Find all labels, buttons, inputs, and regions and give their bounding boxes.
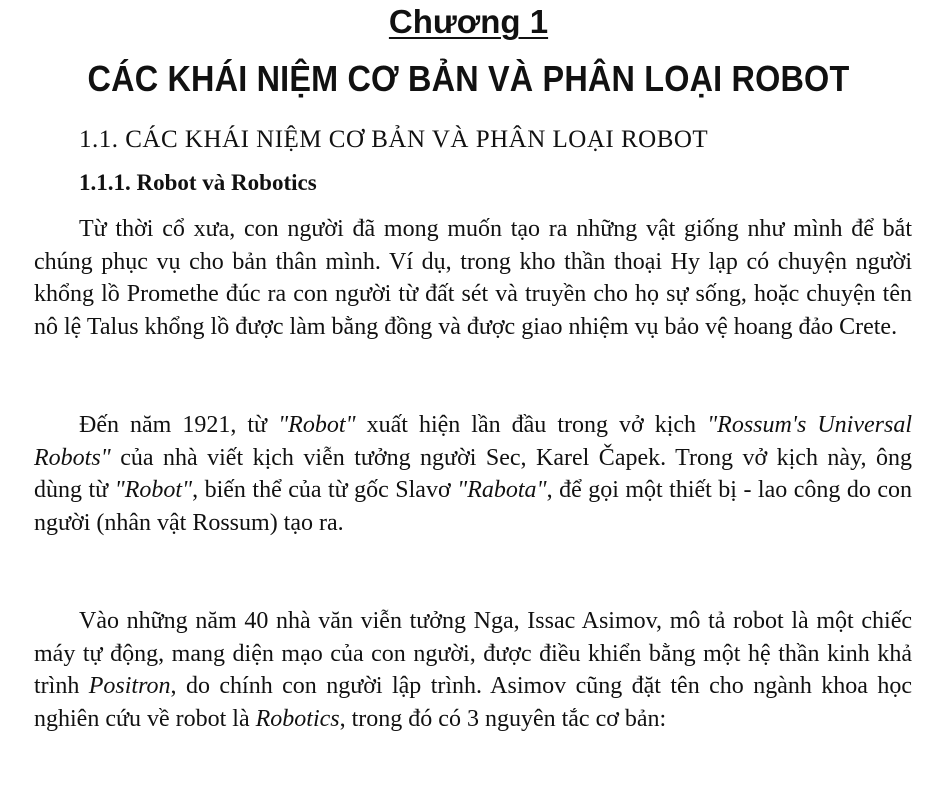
- section-heading: 1.1. CÁC KHÁI NIỆM CƠ BẢN VÀ PHÂN LOẠI ROBOT: [79, 126, 709, 153]
- paragraph-2-text: xuất hiện lần đầu trong vở kịch: [355, 412, 708, 438]
- term-rabota: "Rabota": [457, 477, 547, 503]
- chapter-label: Chương 1: [388, 3, 549, 40]
- paragraph-2-text: , để gọi một thiết bị - lao công do con người (nhân vật Rossum) tạo ra.: [34, 477, 912, 536]
- play-title: "Rossum's Universal Robots": [34, 412, 912, 471]
- paragraph-3-text: , trong đó có 3 nguyên tắc cơ bản:: [339, 705, 667, 732]
- term-robotics: Robotics: [255, 705, 340, 732]
- paragraph-3: [34, 605, 912, 735]
- paragraph-3-text: Vào những năm 40 nhà văn viễn tưởng Nga, Issac Asimov, mô tả robot là một chiếc máy tự động, mang diện mạo của con người, được điều khiển bằng một hệ thần kinh khả trình: [34, 608, 912, 699]
- paragraph-2-text: , biến thể của từ gốc Slavơ: [192, 477, 458, 503]
- chapter-title: CÁC KHÁI NIỆM CƠ BẢN VÀ PHÂN LOẠI ROBOT: [87, 58, 850, 99]
- paragraph-2-text: Đến năm 1921, từ: [79, 412, 279, 438]
- paragraph-3-text: , do chính con người lập trình. Asimov cũng đặt tên cho ngành khoa học nghiên cứu về robot là: [34, 673, 912, 732]
- paragraph-2: [34, 409, 912, 539]
- paragraph-1: Từ thời cổ xưa, con người đã mong muốn tạo ra những vật giống như mình để bắt chúng phục vụ cho bản thân mình. Ví dụ, trong kho thần thoại Hy lạp có chuyện người khổng lồ Promethe đúc ra con người từ đất sét và truyền cho họ sự sống, hoặc chuyện tên nô lệ Talus khổng lồ được làm bằng đồng và được giao nhiệm vụ bảo vệ hoang đảo Crete.: [34, 216, 912, 340]
- subsection-heading: 1.1.1. Robot và Robotics: [79, 170, 317, 195]
- paragraph-2-text: của nhà viết kịch viễn tưởng người Sec, Karel Čapek. Trong vở kịch này, ông dùng từ: [34, 444, 912, 503]
- term-positron: Positron: [88, 673, 171, 699]
- term-robot: "Robot": [114, 477, 193, 503]
- term-robot: "Robot": [278, 412, 356, 438]
